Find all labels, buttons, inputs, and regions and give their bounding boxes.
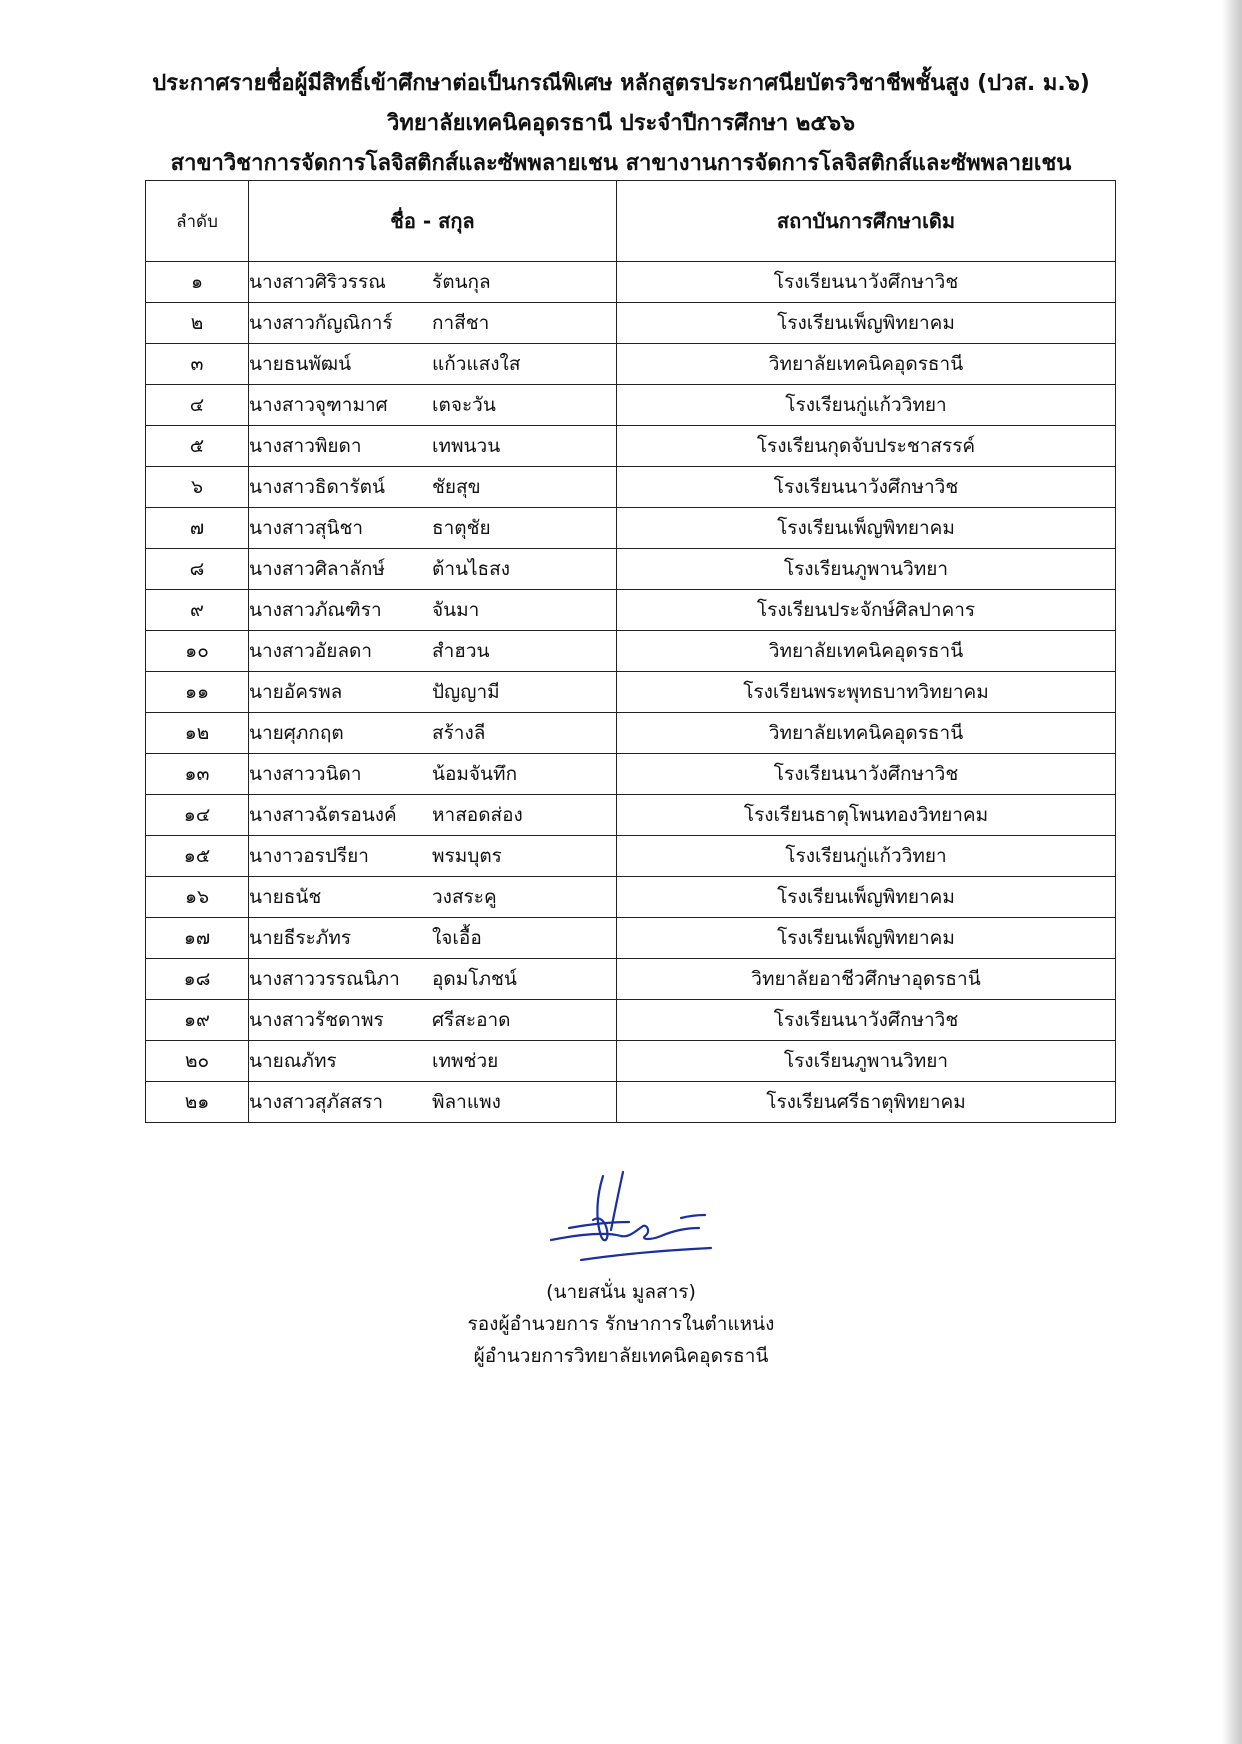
given-name: นางสาววนิดา xyxy=(249,763,362,785)
family-name: น้อมจันทึก xyxy=(432,763,518,785)
row-number: ๑๕ xyxy=(146,836,249,877)
row-number: ๓ xyxy=(146,344,249,385)
family-name: ปัญญามี xyxy=(432,681,500,703)
student-name xyxy=(249,549,617,590)
previous-school: โรงเรียนกู่แก้ววิทยา xyxy=(617,385,1116,426)
given-name: นายธีระภัทร xyxy=(249,927,352,949)
table-row xyxy=(146,754,1116,795)
student-name xyxy=(249,1082,617,1123)
previous-school: โรงเรียนนาวังศึกษาวิช xyxy=(617,262,1116,303)
table-row xyxy=(146,795,1116,836)
table-row xyxy=(146,385,1116,426)
given-name: นางสาวสุนิชา xyxy=(249,517,364,539)
family-name: จันมา xyxy=(432,599,480,621)
table-row xyxy=(146,549,1116,590)
previous-school: โรงเรียนภูพานวิทยา xyxy=(617,549,1116,590)
row-number: ๖ xyxy=(146,467,249,508)
family-name: รัตนกุล xyxy=(432,271,491,293)
previous-school: วิทยาลัยเทคนิคอุดรธานี xyxy=(617,713,1116,754)
previous-school: โรงเรียนพระพุทธบาทวิทยาคม xyxy=(617,672,1116,713)
given-name: นางสาวกัญณิการ์ xyxy=(249,312,393,334)
student-name xyxy=(249,590,617,631)
row-number: ๔ xyxy=(146,385,249,426)
given-name: นางสาวภัณฑิรา xyxy=(249,599,382,621)
previous-school: โรงเรียนกู่แก้ววิทยา xyxy=(617,836,1116,877)
student-name xyxy=(249,713,617,754)
family-name: อุดมโภชน์ xyxy=(432,968,517,990)
given-name: นางสาวธิดารัตน์ xyxy=(249,476,386,498)
student-list-table xyxy=(145,180,1116,1123)
previous-school: โรงเรียนนาวังศึกษาวิช xyxy=(617,467,1116,508)
signatory-position: รองผู้อำนวยการ รักษาการในตำแหน่ง xyxy=(467,1313,775,1335)
student-name xyxy=(249,918,617,959)
row-number: ๑๙ xyxy=(146,1000,249,1041)
given-name: นางสาวสุภัสสรา xyxy=(249,1091,384,1113)
previous-school: วิทยาลัยอาชีวศึกษาอุดรธานี xyxy=(617,959,1116,1000)
given-name: นางสาวศิลาลักษ์ xyxy=(249,558,385,580)
previous-school: โรงเรียนนาวังศึกษาวิช xyxy=(617,1000,1116,1041)
family-name: เตจะวัน xyxy=(432,394,496,416)
student-name xyxy=(249,344,617,385)
row-number: ๕ xyxy=(146,426,249,467)
family-name: ศรีสะอาด xyxy=(432,1009,511,1031)
student-name xyxy=(249,262,617,303)
family-name: แก้วแสงใส xyxy=(432,353,521,375)
student-name xyxy=(249,1041,617,1082)
table-row xyxy=(146,631,1116,672)
student-name xyxy=(249,508,617,549)
row-number: ๑๓ xyxy=(146,754,249,795)
table-body xyxy=(146,262,1116,1123)
family-name: สร้างลี xyxy=(432,722,486,744)
previous-school: โรงเรียนกุดจับประชาสรรค์ xyxy=(617,426,1116,467)
family-name: วงสระคู xyxy=(432,886,497,908)
family-name: ธาตุชัย xyxy=(432,517,491,539)
student-name xyxy=(249,795,617,836)
column-header-name: ชื่อ - สกุล xyxy=(249,181,617,262)
given-name: นายธนัช xyxy=(249,886,322,908)
given-name: นายณภัทร xyxy=(249,1050,337,1072)
table-row xyxy=(146,508,1116,549)
table-row xyxy=(146,303,1116,344)
previous-school: โรงเรียนนาวังศึกษาวิช xyxy=(617,754,1116,795)
student-name xyxy=(249,754,617,795)
student-name xyxy=(249,836,617,877)
given-name: นางสาววรรณนิภา xyxy=(249,968,400,990)
family-name: ชัยสุข xyxy=(432,476,481,498)
college-year-line: วิทยาลัยเทคนิคอุดรธานี ประจำปีการศึกษา ๒๕๖๖ xyxy=(387,111,855,136)
table-row xyxy=(146,1082,1116,1123)
family-name: กาสีชา xyxy=(432,312,490,334)
given-name: นางาวอรปรียา xyxy=(249,845,369,867)
table-row xyxy=(146,672,1116,713)
previous-school: โรงเรียนเพ็ญพิทยาคม xyxy=(617,303,1116,344)
program-line: สาขาวิชาการจัดการโลจิสติกส์และซัพพลายเชน สาขางานการจัดการโลจิสติกส์และซัพพลายเชน xyxy=(170,151,1072,176)
column-header-number: ลำดับ xyxy=(146,181,249,262)
table-row xyxy=(146,590,1116,631)
row-number: ๑๔ xyxy=(146,795,249,836)
table-row xyxy=(146,467,1116,508)
table-row xyxy=(146,262,1116,303)
column-header-school: สถาบันการศึกษาเดิม xyxy=(617,181,1116,262)
previous-school: โรงเรียนธาตุโพนทองวิทยาคม xyxy=(617,795,1116,836)
student-name xyxy=(249,1000,617,1041)
previous-school: โรงเรียนศรีธาตุพิทยาคม xyxy=(617,1082,1116,1123)
table-row xyxy=(146,836,1116,877)
student-name xyxy=(249,303,617,344)
row-number: ๑๘ xyxy=(146,959,249,1000)
signatory-name: (นายสนั่น มูลสาร) xyxy=(546,1281,696,1303)
table-row xyxy=(146,1041,1116,1082)
given-name: นางสาวศิริวรรณ xyxy=(249,271,386,293)
table-row xyxy=(146,344,1116,385)
given-name: นายธนพัฒน์ xyxy=(249,353,352,375)
given-name: นางสาวฉัตรอนงค์ xyxy=(249,804,397,826)
row-number: ๒๐ xyxy=(146,1041,249,1082)
previous-school: โรงเรียนเพ็ญพิทยาคม xyxy=(617,918,1116,959)
table-header-row xyxy=(146,181,1116,262)
student-name xyxy=(249,385,617,426)
table-row xyxy=(146,1000,1116,1041)
previous-school: โรงเรียนเพ็ญพิทยาคม xyxy=(617,877,1116,918)
previous-school: โรงเรียนภูพานวิทยา xyxy=(617,1041,1116,1082)
table-row xyxy=(146,959,1116,1000)
family-name: ใจเอื้อ xyxy=(432,927,482,949)
row-number: ๗ xyxy=(146,508,249,549)
table-row xyxy=(146,713,1116,754)
given-name: นางสาวอัยลดา xyxy=(249,640,373,662)
page-edge xyxy=(1222,0,1242,1744)
student-name xyxy=(249,426,617,467)
row-number: ๑๐ xyxy=(146,631,249,672)
row-number: ๑๗ xyxy=(146,918,249,959)
family-name: พิลาแพง xyxy=(432,1091,501,1113)
table-row xyxy=(146,918,1116,959)
signatory-title: ผู้อำนวยการวิทยาลัยเทคนิคอุดรธานี xyxy=(473,1345,769,1367)
given-name: นางสาวรัชดาพร xyxy=(249,1009,384,1031)
student-name xyxy=(249,672,617,713)
student-name xyxy=(249,959,617,1000)
student-name xyxy=(249,877,617,918)
row-number: ๑ xyxy=(146,262,249,303)
family-name: หาสอดส่อง xyxy=(432,804,523,826)
family-name: ต้านไธสง xyxy=(432,558,511,580)
student-name xyxy=(249,467,617,508)
given-name: นายอัครพล xyxy=(249,681,343,703)
previous-school: โรงเรียนประจักษ์ศิลปาคาร xyxy=(617,590,1116,631)
row-number: ๑๖ xyxy=(146,877,249,918)
previous-school: วิทยาลัยเทคนิคอุดรธานี xyxy=(617,631,1116,672)
family-name: เทพช่วย xyxy=(432,1050,499,1072)
previous-school: โรงเรียนเพ็ญพิทยาคม xyxy=(617,508,1116,549)
row-number: ๑๒ xyxy=(146,713,249,754)
student-name xyxy=(249,631,617,672)
table-row xyxy=(146,877,1116,918)
family-name: สำฮวน xyxy=(432,640,490,662)
family-name: พรมบุตร xyxy=(432,845,502,867)
signature-block xyxy=(0,1170,1242,1372)
row-number: ๒๑ xyxy=(146,1082,249,1123)
given-name: นางสาวจุฑามาศ xyxy=(249,394,388,416)
row-number: ๑๑ xyxy=(146,672,249,713)
signature-image xyxy=(511,1170,731,1270)
previous-school: วิทยาลัยเทคนิคอุดรธานี xyxy=(617,344,1116,385)
row-number: ๘ xyxy=(146,549,249,590)
row-number: ๒ xyxy=(146,303,249,344)
given-name: นายศุภกฤต xyxy=(249,722,344,744)
announcement-title: ประกาศรายชื่อผู้มีสิทธิ์เข้าศึกษาต่อเป็นกรณีพิเศษ หลักสูตรประกาศนียบัตรวิชาชีพชั้นสูง (ปวส. ม.๖) xyxy=(152,71,1090,96)
row-number: ๙ xyxy=(146,590,249,631)
family-name: เทพนวน xyxy=(432,435,501,457)
given-name: นางสาวพิยดา xyxy=(249,435,362,457)
table-row xyxy=(146,426,1116,467)
